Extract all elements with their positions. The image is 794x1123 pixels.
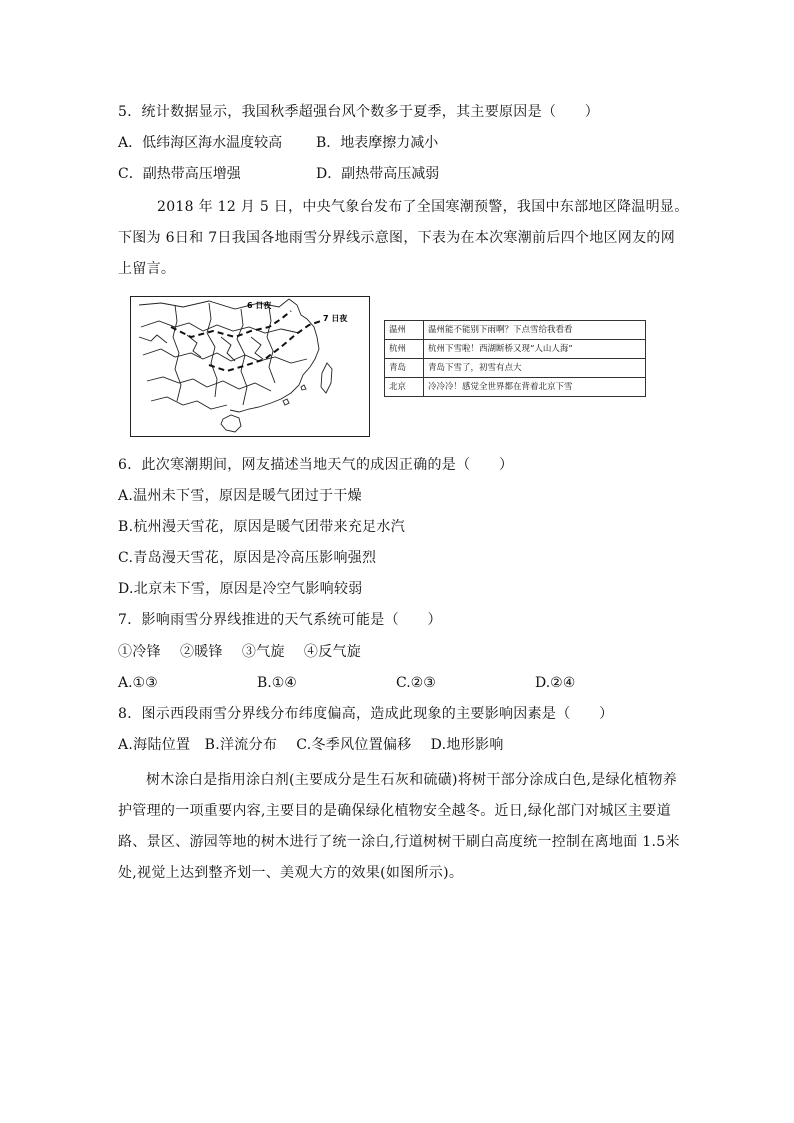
q7-option-b: B.①④ (257, 675, 297, 691)
map-drawing (131, 297, 370, 437)
q8-stem: 8．图示西段雨雪分界线分布纬度偏高，造成此现象的主要影响因素是（ ） (118, 706, 614, 722)
q5-option-b: B．地表摩擦力减小 (316, 135, 439, 151)
q5-option-a: A．低纬海区海水温度较高 (118, 135, 283, 151)
passage2-line2: 护管理的一项重要内容,主要目的是确保绿化植物安全越冬。近日,绿化部门对城区主要道 (118, 803, 671, 819)
q7-items: ①冷锋 ②暖锋 ③气旋 ④反气旋 (118, 644, 362, 660)
netizen-message-table (384, 320, 646, 397)
message-cell: 杭州下雪啦！西湖断桥又现“人山人海” (424, 340, 646, 359)
message-cell: 温州能不能别下雨啊？下点雪给我看看 (424, 321, 646, 340)
city-cell: 北京 (385, 378, 424, 397)
q6-stem: 6．此次寒潮期间，网友描述当地天气的成因正确的是（ ） (118, 457, 514, 473)
message-cell: 冷冷冷！感觉全世界都在背着北京下雪 (424, 378, 646, 397)
q7-stem: 7．影响雨雪分界线推进的天气系统可能是（ ） (118, 612, 442, 628)
table-row (385, 359, 646, 378)
map-label-day7: 7 日夜 (323, 314, 348, 323)
q8-options: A.海陆位置 B.洋流分布 C.冬季风位置偏移 D.地形影响 (118, 737, 504, 753)
q6-option-b: B.杭州漫天雪花，原因是暖气团带来充足水汽 (118, 519, 406, 535)
city-cell: 青岛 (385, 359, 424, 378)
q7-option-d: D.②④ (535, 675, 576, 691)
rain-snow-boundary-map (130, 296, 370, 437)
passage2-line4: 处,视觉上达到整齐划一、美观大方的效果(如图所示)。 (118, 865, 464, 881)
message-cell: 青岛下雪了，初雪有点大 (424, 359, 646, 378)
q5-stem: 5．统计数据显示，我国秋季超强台风个数多于夏季，其主要原因是（ ） (118, 104, 600, 120)
table-row (385, 378, 646, 397)
q7-option-a: A.①③ (118, 675, 158, 691)
city-cell: 杭州 (385, 340, 424, 359)
passage1-line2: 下图为 6日和 7日我国各地雨雪分界线示意图，下表为在本次寒潮前后四个地区网友的网 (118, 230, 676, 246)
q6-option-c: C.青岛漫天雪花，原因是冷高压影响强烈 (118, 550, 377, 566)
table-row (385, 340, 646, 359)
passage2-line1: 树木涂白是指用涂白剂(主要成分是生石灰和硫磺)将树干部分涂成白色,是绿化植物养 (146, 772, 678, 788)
passage1-line3: 上留言。 (118, 261, 176, 277)
q6-option-d: D.北京未下雪，原因是冷空气影响较弱 (118, 581, 363, 597)
passage1-line1: 2018 年 12 月 5 日，中央气象台发布了全国寒潮预警，我国中东部地区降温明显。 (157, 199, 689, 215)
q6-option-a: A.温州未下雪，原因是暖气团过于干燥 (118, 488, 362, 504)
map-label-day6: 6 日夜 (247, 301, 272, 310)
city-cell: 温州 (385, 321, 424, 340)
q5-option-d: D．副热带高压减弱 (316, 166, 440, 182)
q7-option-c: C.②③ (396, 675, 436, 691)
table-row (385, 321, 646, 340)
q5-option-c: C．副热带高压增强 (118, 166, 241, 182)
passage2-line3: 路、景区、游园等地的树木进行了统一涂白,行道树树干刷白高度统一控制在离地面 1.5米 (118, 834, 680, 850)
